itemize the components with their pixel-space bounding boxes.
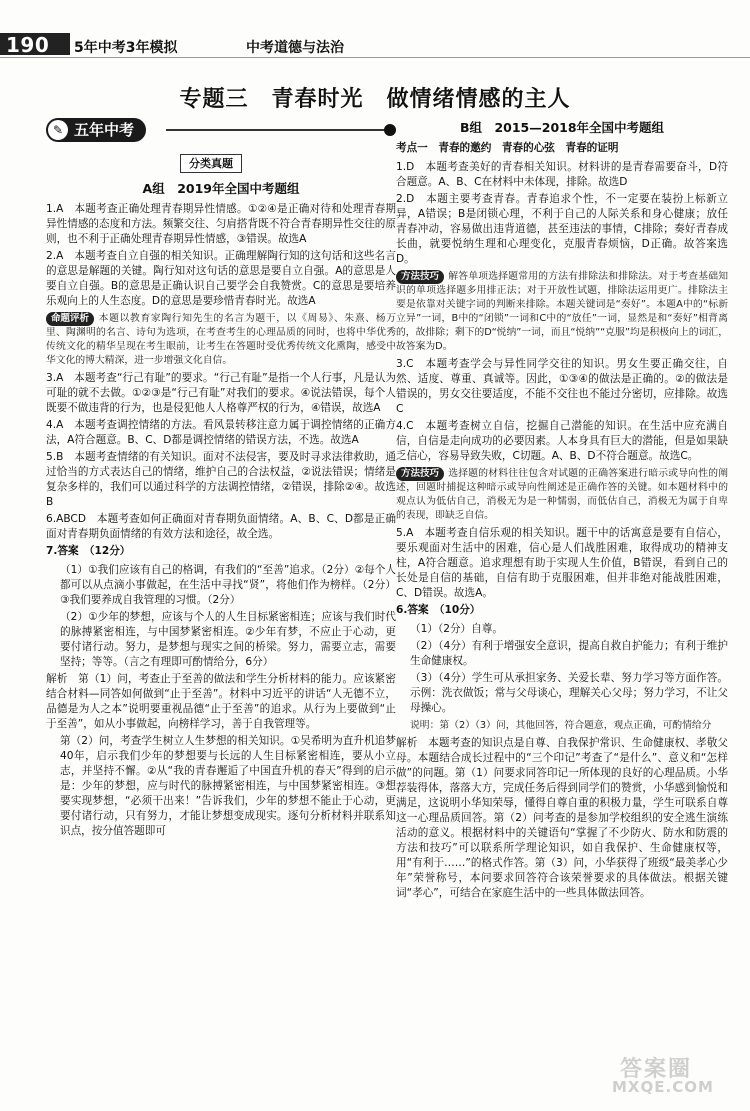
method-label-2: 方法技巧	[396, 467, 444, 481]
answer-5: 5.B 本题考查情绪的有关知识。面对不法侵害，要及时寻求法律救助，通过恰当的方式表达自己的情绪，维护自己的合法权益，②说法错误；情绪是复杂多样的，我们可以通过科学的方法调控情绪，②错误，排除②④。故选B	[46, 451, 396, 508]
answer-b6-part-2: （2）（4分）有利于增强安全意识，提高自救自护能力；有利于维护生命健康权。	[410, 640, 728, 667]
watermark	[612, 1052, 736, 1098]
answer-b3: 3.C 本题考查学会与异性同学交往的知识。男女生要正确交往，自然、适度、尊重、真诚等。因此，①③④的做法是正确的。②的做法是错误的，男女交往要适度，不能不交往也不能过分密切，应排除。故选C	[396, 358, 728, 415]
banner-dot-icon	[384, 124, 396, 136]
answer-4: 4.A 本题考查调控情绪的方法。看风景转移注意力属于调控情绪的正确方法，A符合题意。B、C、D都是调控情绪的错误方法，不选。故选A	[46, 419, 396, 446]
group-b-title: B组 2015—2018年全国中考题组	[459, 120, 665, 135]
answer-b6-analysis: 解析 本题考查的知识点是自尊、自我保护常识、生命健康权、孝敬父母。本题结合成长过程中的“三个印记”考查了“是什么”、意义和“怎样做”的问题。第（1）问要求同答印记一所体现的良好的心理品质。小华荐装得体，落落大方，完成任务后得到同学们的赞赏，小华感到愉悦和满足，这说明小华知荣辱，懂得自尊自重的积极力量，学生可联系自尊这一心理品质回答。第（2）问考查的是参加学校组织的安全逃生演练活动的意义。根据材料中的关键语句“掌握了不少防火、防水和防震的方法和技巧”可以联系所学理论知识，如自我保护、生命健康权等，用“有利于……”的格式作答。第（3）问，小华获得了班级“最美孝心少年”荣誉称号，本问要求回答符合该荣誉要求的具体做法。根据关键词“孝心”，可结合在家庭生活中的一些具体做法回答。	[396, 737, 728, 899]
banner-badge	[46, 118, 146, 142]
commentary-label: 命题评析	[46, 312, 94, 326]
answer-7-part-1: （1）①我们应该有自己的格调，有我们的“至善”追求。（2分）②每个人都可以从点滴小事做起，在生活中寻找“贤”，将他们作为榜样。（2分）③我们要养成自我管理的习惯。（2分）	[60, 564, 396, 606]
book-subject: 中考道德与法治	[246, 40, 344, 56]
method-label-1: 方法技巧	[396, 270, 444, 284]
answer-b2: 2.D 本题主要考查青春。青春追求个性，不一定要在装扮上标新立异，A错误；B是闭锁心理，不利于自己的人际关系和身心健康；放任青春冲动，容易做出违背道德，甚至违法的事情，C排除；奏好青春成长曲，就要悦纳生理和心理变化，克服青春烦恼，D正确。故答案选D。	[396, 193, 728, 265]
answer-b4: 4.C 本题考查树立自信，挖掘自己潜能的知识。在生活中应充满自信，自信是走向成功的必要因素。人本身具有巨大的潜能，但是如果缺乏信心，容易导致失败，C切题。A、B、D不符合题意。故选C。	[396, 420, 728, 462]
answer-6: 6.ABCD 本题考查如何正确面对青春期负面情绪。A、B、C、D都是正确面对青春期负面情绪的有效方法和途径，故全选。	[46, 513, 396, 540]
answer-7-part-2: （2）①少年的梦想，应该与个人的人生目标紧密相连；应该与我们时代的脉搏紧密相连，与中国梦紧密相连。②少年有梦，不应止于心动，更要付诸行动。努力，是梦想与现实之间的桥梁。努力，需要立志，需要坚持；等等。（言之有理即可酌情给分，6分）	[60, 611, 396, 668]
category-tag: 分类真题	[180, 154, 242, 173]
answer-b1: 1.D 本题考查美好的青春相关知识。材料讲的是青春需要奋斗，D符合题意。A、B、C在材料中未体现，排除。故选D	[396, 161, 728, 188]
answer-2: 2.A 本题考查自立自强的相关知识。正确理解陶行知的这句话和这些名言的意思是解题的关键。陶行知对这句话的意思是要自立自强。A的意思是人要自立自强。B的意思是正确认识自己要学会自我赞赏。C的意思是要培养乐观向上的人生态度。D的意思是要珍惜青春时光。故选A	[46, 250, 396, 307]
watermark-url: MXQE.COM	[612, 1078, 714, 1096]
watermark-logo: 答案圈	[620, 1057, 693, 1082]
method-text-1: 解答单项选择题常用的方法有排除法和排除法。对于考查基础知识的单项选择题多用排正法；对于开放性试题，排除法运用更广。排除法主要是依靠对关键字词的判断来排除。本题关键词是“奏好”。本题A中的“标新立异”一词，B中的“闭锁”一词和C中的“放任”一词，显然是和“奏好”相背离的，故排除；剩下的D“悦纳”一词，而且“悦纳”“克服”均是积极向上的词汇，故答案为D。	[396, 271, 728, 352]
answer-b6-heading: 6.答案 （10分）	[396, 604, 481, 616]
answer-1: 1.A 本题考查正确处理青春期异性情感。①②④是正确对待和处理青春期异性情感的态度和方法。频繁交往、匀肩搭背既不符合青春期异性交往的原则，也不利于正确处理青春期异性情感，③错误。故选A	[46, 203, 396, 245]
commentary-text: 本题以教育家陶行知先生的名言为题干，以《周易》、朱熹、杨万里、陶渊明的名言、诗句为选项，在考查考生的心理品质的同时，也将中华优秀传统文化的精华呈现在考生眼前，让考生在答题时受优秀传统文化熏陶，感受中华文化的博大精深，进一步增强文化自信。	[46, 313, 396, 366]
answer-3: 3.A 本题考查“行己有耻”的要求。“行己有耻”是指一个人行事，凡是认为可耻的就不去做。①②③是“行己有耻”对我们的要求。④说法错误，每个人既要不做违背的行为，也是侵犯他人人格尊严权的行为，④错误，故选A	[46, 372, 396, 414]
left-column	[46, 118, 396, 841]
five-year-banner	[46, 118, 396, 146]
mascot-icon: ✎	[48, 120, 68, 140]
group-a-title: A组 2019年全国中考题组	[142, 181, 300, 196]
banner-rule	[166, 129, 396, 131]
answer-b5: 5.A 本题考查自信乐观的相关知识。题干中的话寓意是要有自信心，要乐观面对生活中的困难，信心是人们战胜困难，取得成功的精神支柱，A符合题意。追求理想有助于实现人生价值，B错误，看到自己的长处是自信的基础，自信有助于克服困难，但并非绝对能战胜困难，C、D错误。故选A。	[396, 527, 728, 599]
method-text-2: 选择题的材料往往包含对试题的正确答案进行暗示或导向性的阐述，回题时捕捉这种暗示或导向性阐述是正确作答的关键。如本题材料中的观点认为低估自己，消极无为是一种懦弱，而低估自己，消极无为属于自卑的表现，即缺乏自信。	[396, 468, 728, 521]
page-header	[0, 0, 750, 58]
method-note-1	[396, 270, 728, 354]
banner-label: 五年中考	[74, 121, 135, 139]
page-number: 190	[6, 33, 50, 57]
answer-7-heading: 7.答案 （12分）	[46, 545, 131, 557]
commentary-note	[46, 312, 396, 368]
answer-b6-part-1: （1）（2分）自尊。	[410, 623, 503, 635]
page-title: 专题三 青春时光 做情绪情感的主人	[179, 87, 571, 112]
answer-7-analysis: 解析 第（1）问，考查止于至善的做法和学生分析材料的能力。应该紧密结合材料—同答如何做到“止于至善”。材料中习近平的讲话“人无德不立，品德是为人之本”说明要重视品德“止于至善”的追求。从行为上要做到“止于至善”，如从小事做起，向榜样学习，善于自我管理等。	[46, 673, 396, 730]
answer-b6-remark: 说明：第（2）（3）问，其他回答，符合题意，观点正确，可酌情给分	[410, 720, 712, 731]
header-divider	[0, 57, 750, 58]
book-series: 5年中考3年模拟	[74, 40, 178, 56]
knowledge-point-1: 考点一 青春的邀约 青春的心弦 青春的证明	[396, 142, 619, 154]
answer-b6-part-3: （3）（4分）学生可从承担家务、关爱长辈、努力学习等方面作答。示例：洗衣做饭；常与父母谈心，理解关心父母；努力学习，不让父母操心。	[410, 672, 728, 714]
answer-7-analysis-2: 第（2）问，考查学生树立人生梦想的相关知识。①吴希明为直升机追梦40年，启示我们少年的梦想要与长远的人生目标紧密相连，要从小立志，并坚持不懈。②从“我的青春邂逅了中国直升机的春天”得到的启示是：少年的梦想，应与时代的脉搏紧密相连，与中国梦紧密相连。③想要实现梦想，“必须干出来！”告诉我们，少年的梦想不能止于心动，更要付诸行动，只有努力，才能让梦想变成现实。逐句分析材料并联系知识点，按分值答题即可	[60, 735, 396, 837]
method-note-2	[396, 467, 728, 523]
right-column	[396, 118, 728, 903]
